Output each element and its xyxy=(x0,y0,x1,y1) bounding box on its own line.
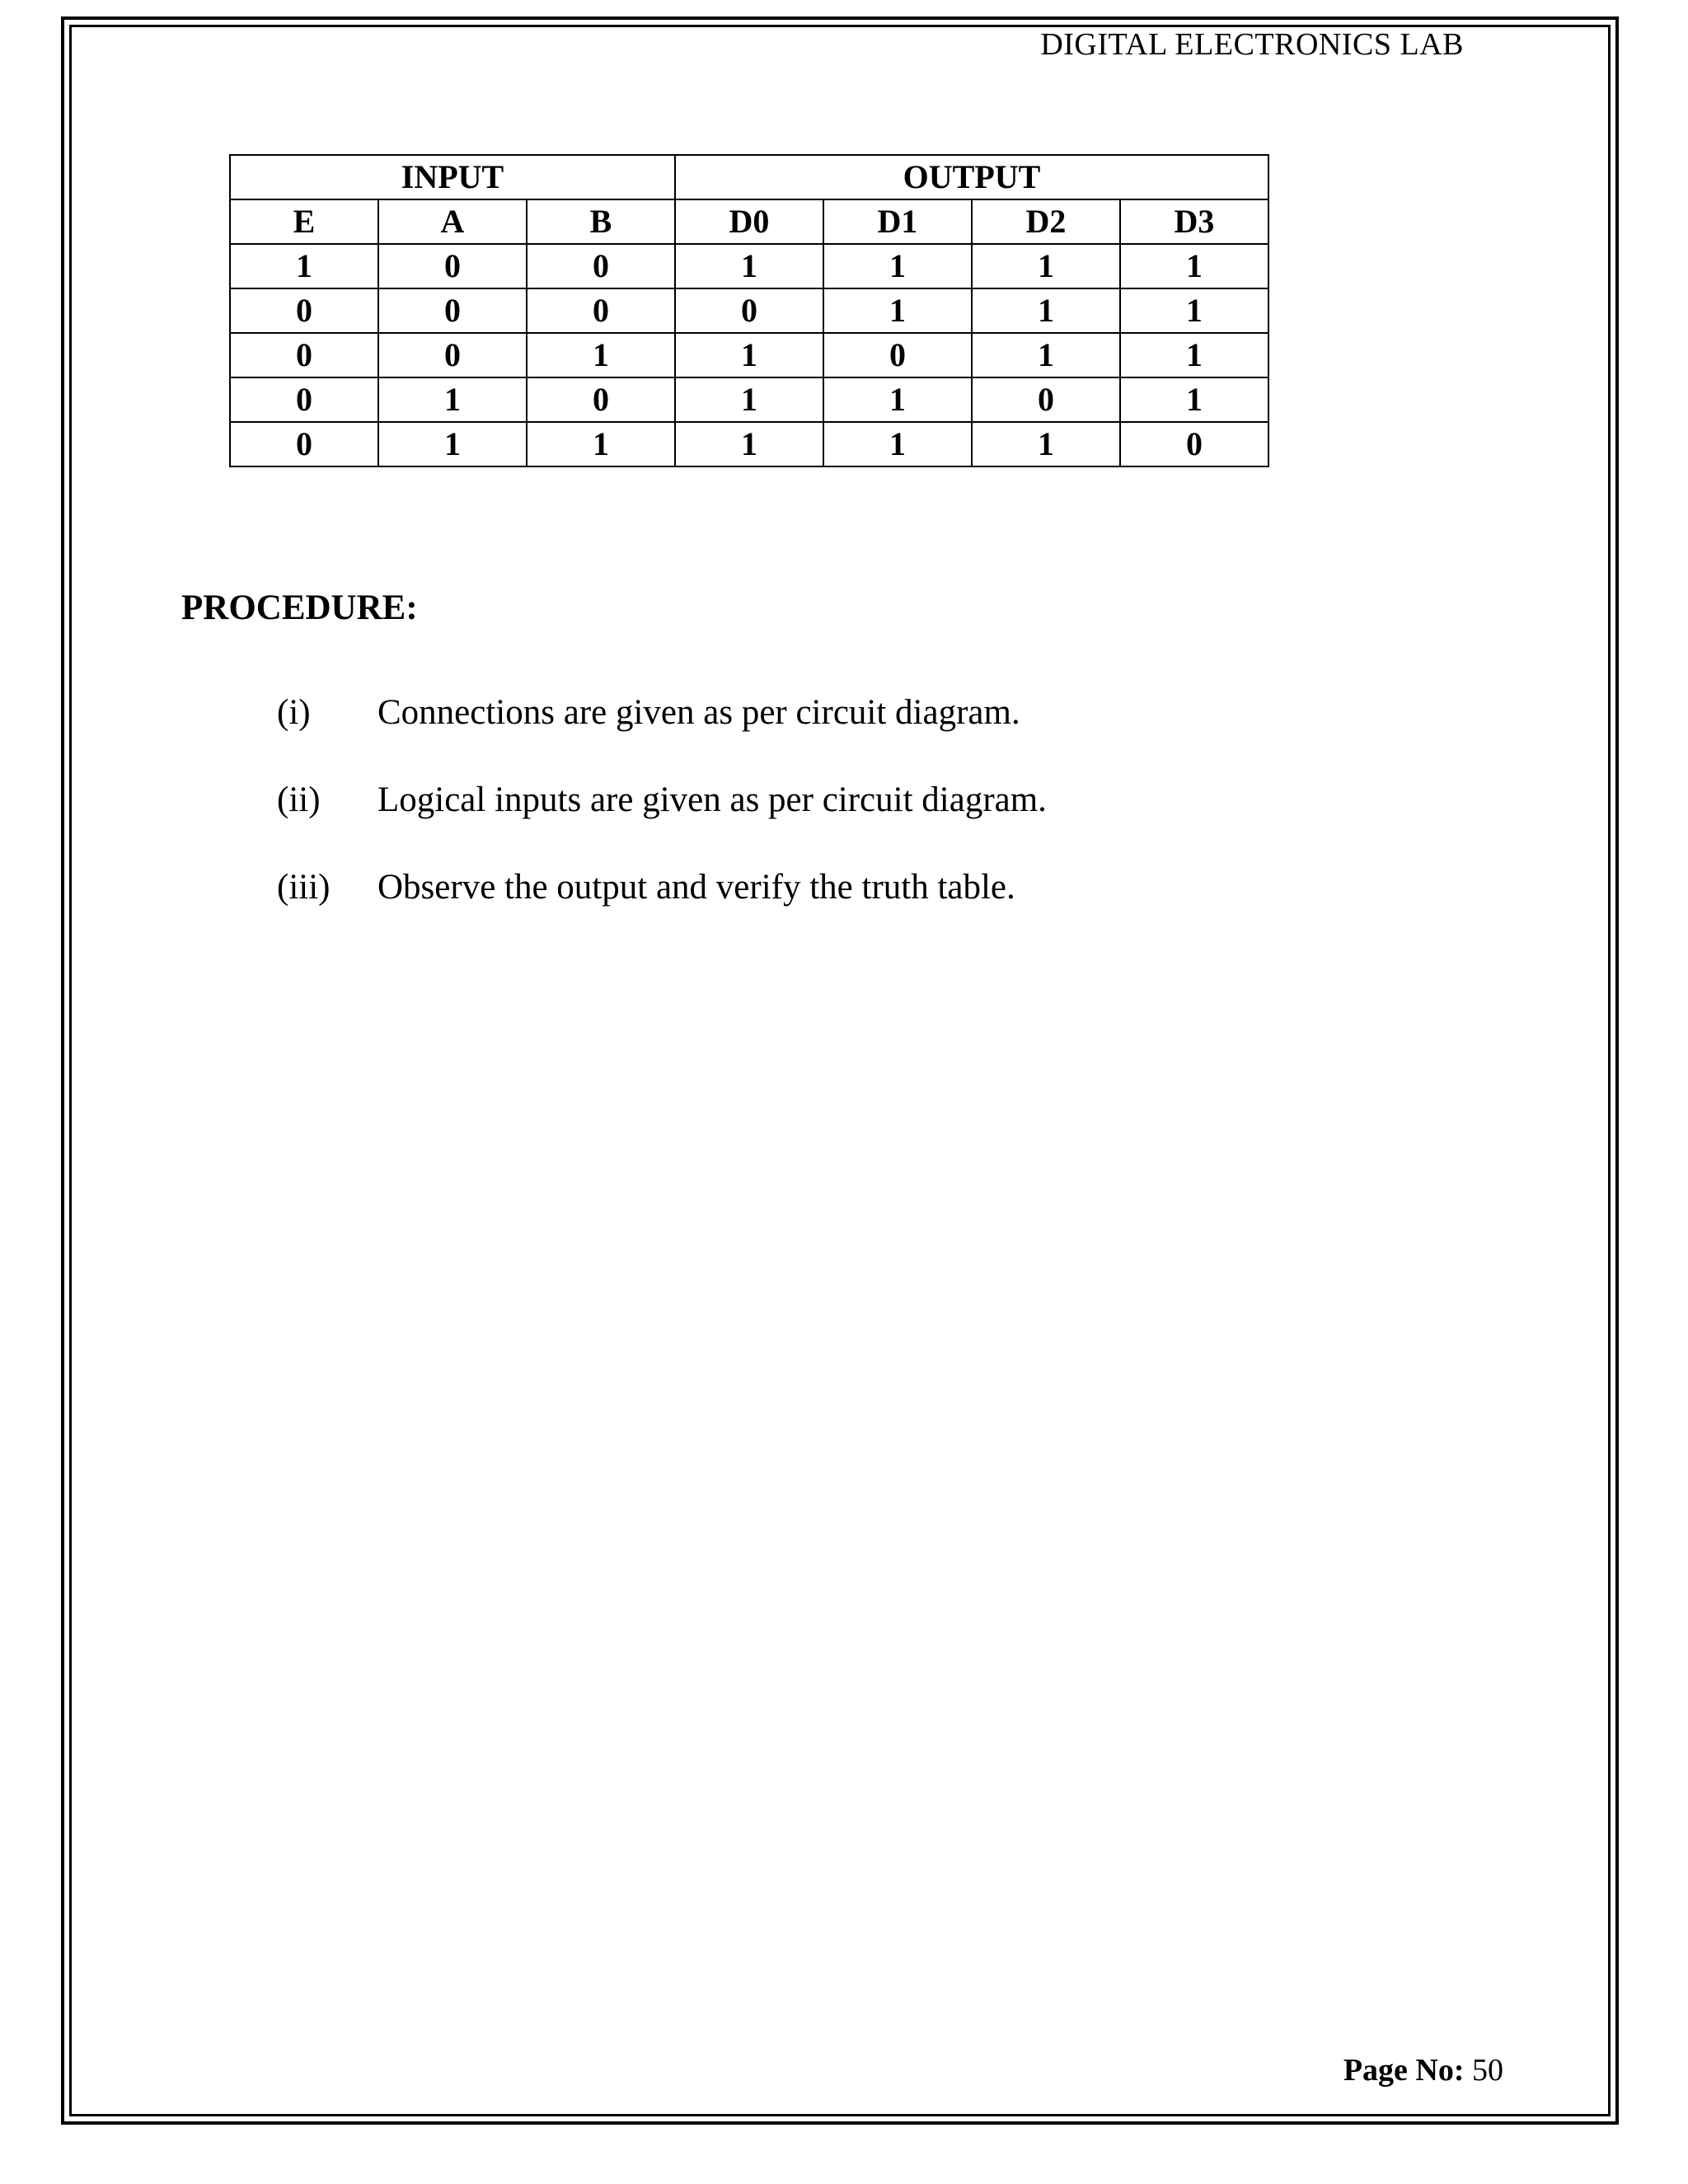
table-cell: 1 xyxy=(675,244,823,288)
table-cell: 0 xyxy=(527,377,675,422)
step-text: Observe the output and verify the truth table. xyxy=(377,868,1015,907)
table-cell: 0 xyxy=(230,422,378,466)
table-cell: 1 xyxy=(230,244,378,288)
table-cell: 1 xyxy=(823,288,972,333)
table-cell: 0 xyxy=(230,288,378,333)
list-item xyxy=(277,692,1047,780)
table-cell: 0 xyxy=(378,244,527,288)
truth-table xyxy=(229,154,1269,467)
table-cell: 1 xyxy=(972,244,1120,288)
table-cell: 1 xyxy=(378,422,527,466)
list-item xyxy=(277,867,1047,954)
table-cell: 1 xyxy=(972,333,1120,377)
column-header-d0: D0 xyxy=(675,199,823,244)
table-cell: 1 xyxy=(1120,288,1268,333)
table-cell: 0 xyxy=(823,333,972,377)
table-row xyxy=(230,288,1268,333)
table-row xyxy=(230,377,1268,422)
input-group-header: INPUT xyxy=(230,155,675,199)
step-number: (i) xyxy=(277,693,311,732)
column-header-d1: D1 xyxy=(823,199,972,244)
table-cell: 1 xyxy=(972,288,1120,333)
table-cell: 1 xyxy=(527,333,675,377)
table-cell: 0 xyxy=(675,288,823,333)
column-header-d3: D3 xyxy=(1120,199,1268,244)
table-cell: 1 xyxy=(823,422,972,466)
table-cell: 1 xyxy=(527,422,675,466)
table-cell: 0 xyxy=(378,288,527,333)
step-number: (iii) xyxy=(277,868,331,907)
column-header-a: A xyxy=(378,199,527,244)
output-group-header: OUTPUT xyxy=(675,155,1268,199)
table-cell: 1 xyxy=(823,377,972,422)
table-cell: 0 xyxy=(527,288,675,333)
table-cell: 1 xyxy=(1120,377,1268,422)
table-cell: 1 xyxy=(972,422,1120,466)
list-item xyxy=(277,780,1047,867)
step-text: Logical inputs are given as per circuit diagram. xyxy=(377,780,1047,819)
table-cell: 0 xyxy=(1120,422,1268,466)
table-cell: 0 xyxy=(972,377,1120,422)
page-footer xyxy=(1343,2052,1503,2088)
table-row xyxy=(230,333,1268,377)
column-header-e: E xyxy=(230,199,378,244)
step-text: Connections are given as per circuit diagram. xyxy=(377,693,1020,732)
header-title: DIGITAL ELECTRONICS LAB xyxy=(1040,27,1464,62)
table-row xyxy=(230,244,1268,288)
table-cell: 1 xyxy=(675,333,823,377)
table-cell: 1 xyxy=(378,377,527,422)
page-number: 50 xyxy=(1472,2053,1503,2088)
page-number-label: Page No: xyxy=(1343,2053,1465,2088)
table-cell: 0 xyxy=(378,333,527,377)
table-cell: 0 xyxy=(230,377,378,422)
column-header-b: B xyxy=(527,199,675,244)
table-cell: 0 xyxy=(527,244,675,288)
table-cell: 1 xyxy=(1120,333,1268,377)
table-cell: 0 xyxy=(230,333,378,377)
procedure-steps xyxy=(277,692,1047,954)
table-cell: 1 xyxy=(1120,244,1268,288)
table-cell: 1 xyxy=(675,377,823,422)
table-cell: 1 xyxy=(823,244,972,288)
table-cell: 1 xyxy=(675,422,823,466)
step-number: (ii) xyxy=(277,780,321,819)
truth-table-group-row xyxy=(230,155,1268,199)
truth-table-header-row xyxy=(230,199,1268,244)
table-row xyxy=(230,422,1268,466)
procedure-heading: PROCEDURE: xyxy=(181,588,418,627)
column-header-d2: D2 xyxy=(972,199,1120,244)
